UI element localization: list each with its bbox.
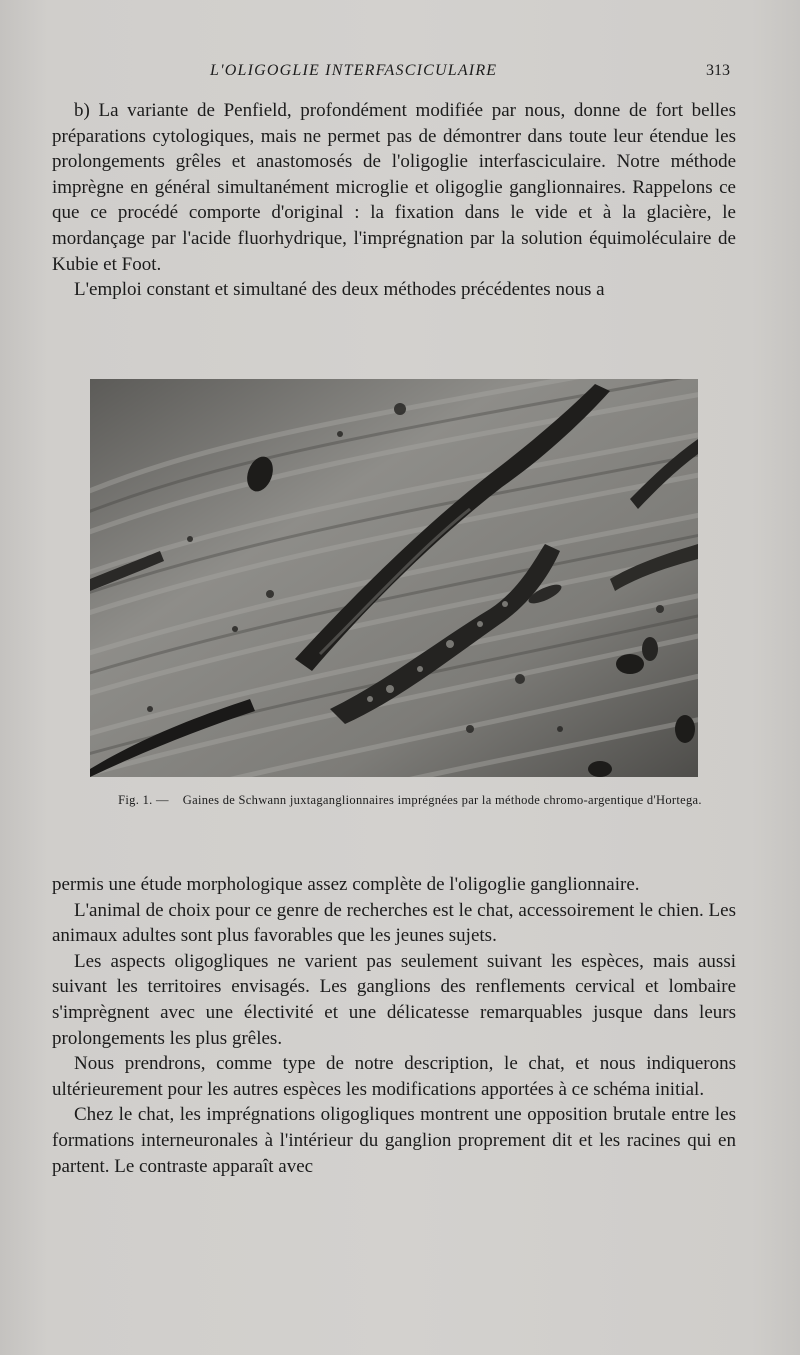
paragraph: L'emploi constant et simultané des deux méthodes précédentes nous a	[74, 279, 605, 301]
figure-label: Fig. 1. —	[118, 793, 169, 807]
figure-caption	[60, 792, 760, 809]
paragraph: L'animal de choix pour ce genre de recherches est le chat, accessoirement le chien. Les animaux adultes sont plus favorables que les jeunes sujets.	[52, 899, 736, 947]
paragraph: Chez le chat, les imprégnations oligogliques montrent une opposition brutale entre les formations interneuronales à l'intérieur du ganglion proprement dit et les racines qui en partent. Le contraste apparaît avec	[52, 1104, 736, 1177]
paragraph: b) La variante de Penfield, profondément modifiée par nous, donne de fort belles préparations cytologiques, mais ne permet pas de démontrer dans toute leur étendue les prolongements grêles et anastomosés de l'oligoglie interfasciculaire. Notre méthode imprègne en général simultanément microglie et oligoglie ganglionnaires. Rappelons ce que ce procédé comporte d'original : la fixation dans le vide et à la glacière, le mordançage par l'acide fluorhydrique, l'imprégnation par la solution équimoléculaire de Kubie et Foot.	[52, 100, 736, 275]
paragraph: Les aspects oligogliques ne varient pas seulement suivant les espèces, mais aussi suivant les territoires envisagés. Les ganglions des renflements cervical et lombaire s'imprègnent avec une électivité et une délicatesse remarquables jusque dans leurs prolongements les plus grêles.	[52, 950, 736, 1049]
text-block-bottom	[52, 872, 736, 1179]
micrograph-figure	[90, 379, 698, 777]
paragraph: Nous prendrons, comme type de notre description, le chat, et nous indiquerons ultérieurement pour les autres espèces les modifications apportées à ce schéma initial.	[52, 1053, 736, 1100]
micrograph-image	[90, 379, 698, 777]
figure-caption-text: Gaines de Schwann juxtaganglionnaires imprégnées par la méthode chromo-argentique d'Hortega.	[182, 793, 702, 807]
page-header	[50, 62, 730, 86]
page-number: 313	[706, 62, 730, 79]
paragraph: permis une étude morphologique assez complète de l'oligoglie ganglionnaire.	[52, 874, 640, 895]
text-block-top	[52, 98, 736, 303]
running-title: L'OLIGOGLIE INTERFASCICULAIRE	[210, 62, 498, 79]
